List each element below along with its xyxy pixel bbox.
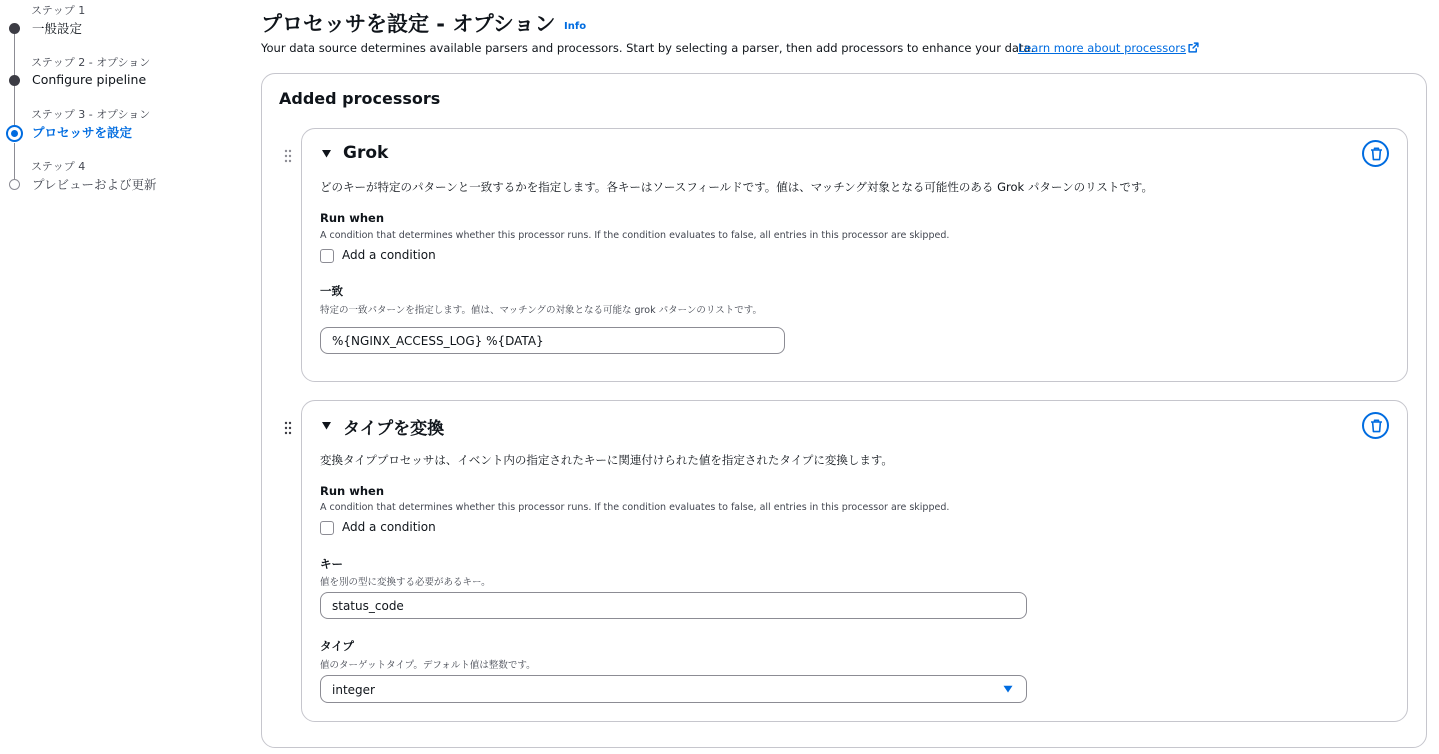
trash-icon (1370, 419, 1383, 433)
step-2-completed-icon (9, 75, 20, 86)
key-label: キー (320, 557, 343, 571)
step-3-current-title: プロセッサを設定 (32, 125, 133, 140)
step-2-link[interactable]: Configure pipeline (32, 72, 147, 87)
key-hint: 値を別の型に変換する必要があるキー。 (320, 577, 491, 588)
type-label: タイプ (320, 639, 354, 653)
info-link[interactable]: Info (564, 21, 587, 32)
page-description: Your data source determines available parsers and processors. Start by selecting a parser, then add processors to enhance your data. (261, 41, 1035, 55)
wizard-navigation (0, 0, 230, 754)
convert-type-processor-card (301, 400, 1408, 722)
drag-handle-icon[interactable] (284, 421, 292, 435)
run-when-label: Run when (320, 484, 385, 498)
dropdown-caret-icon (1003, 685, 1013, 693)
match-pattern-input[interactable]: %{NGINX_ACCESS_LOG} %{DATA} (320, 327, 785, 354)
added-processors-title: Added processors (279, 89, 441, 108)
drag-handle-icon[interactable] (284, 149, 292, 163)
step-connector (14, 30, 15, 76)
step-connector (14, 143, 15, 180)
run-when-hint: A condition that determines whether this processor runs. If the condition evaluates to false, all entries in this processor are skipped. (320, 502, 950, 513)
step-3-current-icon (6, 125, 23, 142)
step-1-caption: ステップ 1 (31, 4, 86, 17)
caret-down-icon[interactable] (321, 420, 332, 431)
grok-description: どのキーが特定のパターンと一致するかを指定します。各キーはソースフィールドです。値は、マッチング対象となる可能性のある Grok パターンのリストです。 (320, 180, 1153, 194)
key-input[interactable]: status_code (320, 592, 1027, 619)
delete-grok-button[interactable] (1362, 140, 1389, 167)
add-condition-label[interactable]: Add a condition (342, 248, 436, 262)
step-4-title: プレビューおよび更新 (32, 177, 157, 192)
delete-convert-type-button[interactable] (1362, 412, 1389, 439)
step-4-pending-icon (9, 179, 20, 190)
step-1-link[interactable]: 一般設定 (32, 21, 83, 36)
trash-icon (1370, 147, 1383, 161)
add-condition-checkbox[interactable] (320, 249, 334, 263)
type-select[interactable] (320, 675, 1027, 703)
learn-more-link[interactable]: Learn more about processors (1018, 41, 1187, 55)
type-select-value: integer (332, 683, 375, 697)
add-condition-label[interactable]: Add a condition (342, 520, 436, 534)
step-1-completed-icon (9, 23, 20, 34)
run-when-hint: A condition that determines whether this processor runs. If the condition evaluates to false, all entries in this processor are skipped. (320, 230, 950, 241)
caret-down-icon[interactable] (321, 148, 332, 159)
add-condition-checkbox[interactable] (320, 521, 334, 535)
grok-processor-title: Grok (343, 143, 389, 163)
run-when-label: Run when (320, 211, 385, 225)
step-3-caption: ステップ 3 - オプション (31, 108, 151, 121)
type-hint: 値のターゲットタイプ。デフォルト値は整数です。 (320, 660, 536, 671)
page-title: プロセッサを設定 - オプション (261, 12, 556, 36)
match-hint: 特定の一致パターンを指定します。値は、マッチングの対象となる可能な grok パターンのリストです。 (320, 305, 762, 316)
step-connector (14, 86, 15, 126)
convert-type-processor-title: タイプを変換 (343, 419, 445, 439)
step-4-caption: ステップ 4 (31, 160, 86, 173)
match-label: 一致 (320, 284, 343, 298)
convert-type-description: 変換タイププロセッサは、イベント内の指定されたキーに関連付けられた値を指定されたタイプに変換します。 (320, 453, 893, 467)
external-link-icon[interactable] (1188, 42, 1199, 53)
step-2-caption: ステップ 2 - オプション (31, 56, 151, 69)
